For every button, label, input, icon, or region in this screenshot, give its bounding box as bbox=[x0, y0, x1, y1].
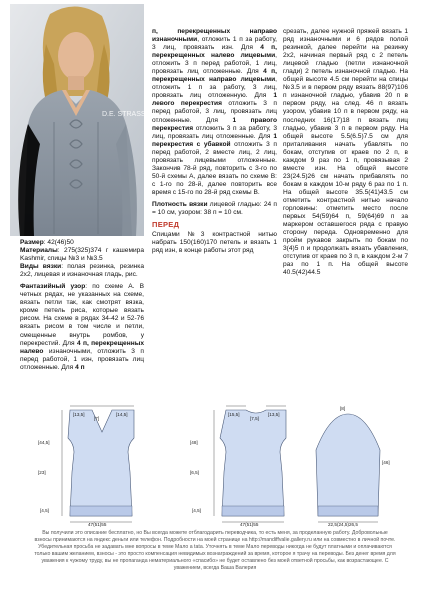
dim-back-bottom: 47(51)55 bbox=[240, 522, 259, 527]
col2-text-1: , отложить 1 п за работу, 3 лиц, провязать изн. Для bbox=[152, 36, 277, 52]
col2-bold-4: 1 левого перекрестия bbox=[152, 92, 277, 108]
back-piece bbox=[220, 410, 286, 516]
column-3 bbox=[283, 28, 408, 277]
pattern-value: по схеме А. В четных рядах, не указанных на схеме, вязать петли так, как смотрят вязка, кроме петель риса, которые вязать рисом. На схеме в рядах 34-42 и 52-76 вязать рисом в том числе и петли, смещенные внутрь ромбов, у перекрестий. Для bbox=[20, 283, 145, 347]
dim-back-shoulder-2: [13,5] bbox=[268, 412, 280, 417]
dim-front-neck: [7] bbox=[94, 416, 100, 421]
front-rib bbox=[70, 506, 132, 516]
col2-bold-6: 1 перекрестия с убавкой bbox=[152, 132, 277, 148]
knit-types-value: полая резинка, резинка 2х2, лицевая и изнаночная гладь, рис. bbox=[20, 263, 144, 279]
dim-front-bottom: 47(51)55 bbox=[88, 522, 107, 527]
col3-text: срезать, далее нужной пряжей вязать 1 ряд изнаночными и 6 рядов полой резинкой, далее перейти на резинку 2х2, начиная первый ряд с 2 петель лицевой гладью (петли изнаночной глади) 2 петель изнаночной гладью. На общей высоте 4.5 см перейти на спицы №3.5 и в первом ряду вязать 88(97)106 п изнаночной гладью, убавив 20 п в первом ряду, на след. 46 п вязать узором, убавив 10 п в первом ряду, на последних 16(17)18 п вязать лиц гладью, убавив 3 п в первом ряду. На общей высоте 5.5(6.5)7.5 см для приталивания начать убавлять по бокам, отступив от краев по 2 п, в каждом 9 раз по 1 п, провязывая 2 вместе изн. На общей высоте 23(24.5)26 см начать прибавлять по бокам в каждом 10-м ряду 6 раз по 1 п. На общей высоте 35.5(41)43.5 см отметить контрастной нитью начало горловины: отметить место после первых 54(59)64 п, 59(64)69 п за маркером оставшегося ряда с правую сторону переда. Одновременно для пройм рукавов закрыть по бокам по 3(4)5 п и продолжать вязать убавления, отступив от краев по 3 п, в каждом 2-м 7 раз по 1 п. На общей высоте 40.5(42)44.5 bbox=[283, 28, 408, 277]
col2-bold-3: 4 п, перекрещенных направо лицевыми bbox=[152, 68, 277, 84]
back-rib bbox=[222, 506, 284, 516]
dim-front-waist: [23] bbox=[38, 470, 46, 475]
front-section-title: ПЕРЕД bbox=[152, 220, 180, 230]
column-2 bbox=[152, 28, 277, 255]
col2-bold-1: п, перекрещенных направо изнаночными bbox=[152, 28, 277, 44]
dim-back-neck: [7,5] bbox=[250, 416, 259, 421]
pattern-schematic bbox=[30, 404, 402, 526]
front-text: Спицами №3 контрастной нитью набрать 150(160)170 петель и вязать 1 ряд изн, в конце работы этот ряд bbox=[152, 231, 277, 255]
photo-watermark: D.E. STRASSE bbox=[102, 111, 151, 118]
materials-value: 275(325)374 г кашемира Kashmir, спицы №3 и №3.5 bbox=[20, 247, 144, 263]
dim-sleeve-side: [46] bbox=[382, 460, 390, 465]
density-label: Плотность вязки bbox=[152, 200, 208, 208]
pattern-text-1: изнаночными, отложить 3 п перед работой, 1 изн, провязать лиц отложенные. Для bbox=[20, 347, 144, 371]
sleeve-piece bbox=[316, 414, 380, 516]
dim-back-rib: [4,5] bbox=[192, 508, 201, 513]
col2-bold-5: 1 правого перекрестия bbox=[152, 116, 277, 132]
dim-front-shoulder: [13,5] bbox=[73, 412, 85, 417]
size-value: 42(46)50 bbox=[47, 239, 74, 246]
dim-front-shoulder-2: [14,5] bbox=[116, 412, 128, 417]
pattern-bold-1: 4 п, перекрещенных налево bbox=[20, 339, 144, 355]
pattern-label: Фантазийный узор bbox=[20, 283, 86, 291]
knit-types-label: Виды вязки bbox=[20, 263, 62, 271]
dim-front-rib: [4,5] bbox=[40, 508, 49, 513]
size-label: Размер bbox=[20, 239, 44, 246]
materials-label: Материалы bbox=[20, 247, 58, 255]
model-photo bbox=[10, 4, 151, 236]
density-value: лицевой гладью: 24 п = 10 см, узором: 38 п = 10 см. bbox=[152, 200, 277, 217]
pattern-bold-2: 4 п bbox=[75, 363, 85, 371]
dim-back-shoulder: [15,5] bbox=[228, 412, 240, 417]
footer-note: Вы получили это описание бесплатно, но Вы всегда можете отблагодарить переводчика, то есть меня, за проделанную работу. Добровольные взносы принимаются на яндекс деньги или телефон. Подробности на моей странице на http://mandiffvalie.gallery.ru или на совместно в личной почте. Убедительная просьба не задавать мне вопросы в теме Мало а tata. Уточнять в теме Мало переводы никогда не будут платными и оплачиваются только вашим желанием, взносы - это просто компенсация невидимых вознаграждений за время, которое я трачу на переводы. Без денег время для уважения к чужому труду, вы не пропаганда нематериального «спасибо» не будет оставлено без моей ответной просьбы, как возрастающее. С уважением, всегда Ваша Валерия bbox=[34, 530, 396, 571]
front-piece bbox=[68, 410, 134, 516]
col2-text-3: , отложить 1 п за работу, 3 лиц, провязать лиц отложенную. Для bbox=[152, 76, 277, 100]
dim-back-shoulder-h: [6,5] bbox=[190, 470, 199, 475]
dim-back-side: [48] bbox=[190, 440, 198, 445]
dim-sleeve-cap: [8] bbox=[340, 406, 346, 411]
sleeve-rib bbox=[318, 506, 378, 516]
dim-front-side: [44,5] bbox=[38, 440, 50, 445]
model-photo-image bbox=[10, 4, 151, 236]
col2-bold-2: 4 п, перекрещенных налево лицевыми bbox=[152, 44, 277, 60]
dim-sleeve-bottom: 22,5(24,5)26,5 bbox=[328, 522, 358, 527]
col2-text-5: отложить 3 п за работу, 3 лиц, провязать лиц отложенные. Для bbox=[152, 124, 277, 140]
col2-text-6: отложить 3 п перед работой, 2 вместе лиц, 2 лиц, провязать лицевыми отложенные. Закончив 78-й ряд, повторить с 3-го по 50-й схемы А, далее вязать по схеме В: с 1-го по 28-й, далее повторить все время с 15-го по 28-й ряд схемы В. bbox=[152, 140, 277, 196]
col2-text-4: отложить 3 п перед работой, 3 лиц, провязать лиц отложенные. Для bbox=[152, 100, 277, 124]
column-1: Размер: 42(46)50 Материалы: 275(325)374 г кашемира Kashmir, спицы №3 и №3.5 Виды вязки: полая резинка, резинка 2х2, лицевая и изнаночная гладь, рис. Фантазийный узор: по схеме А. В четных рядах, не указанных на схеме, вязать петли так, как смотрят вязка, кроме петель риса, которые вязать рисом. На схеме в рядах 34-42 и 52-76 вязать рисом в том числе и петли, смещенные внутрь ромбов, у перекрестий. Для 4 п, перекрещенных налево изнаночными, отложить 3 п перед работой, 1 изн, провязать лиц отложенные. Для 4 п bbox=[20, 239, 145, 371]
col2-text-2: , отложить 3 п перед работой, 1 лиц, провязать лиц отложенные. Для bbox=[152, 52, 277, 76]
